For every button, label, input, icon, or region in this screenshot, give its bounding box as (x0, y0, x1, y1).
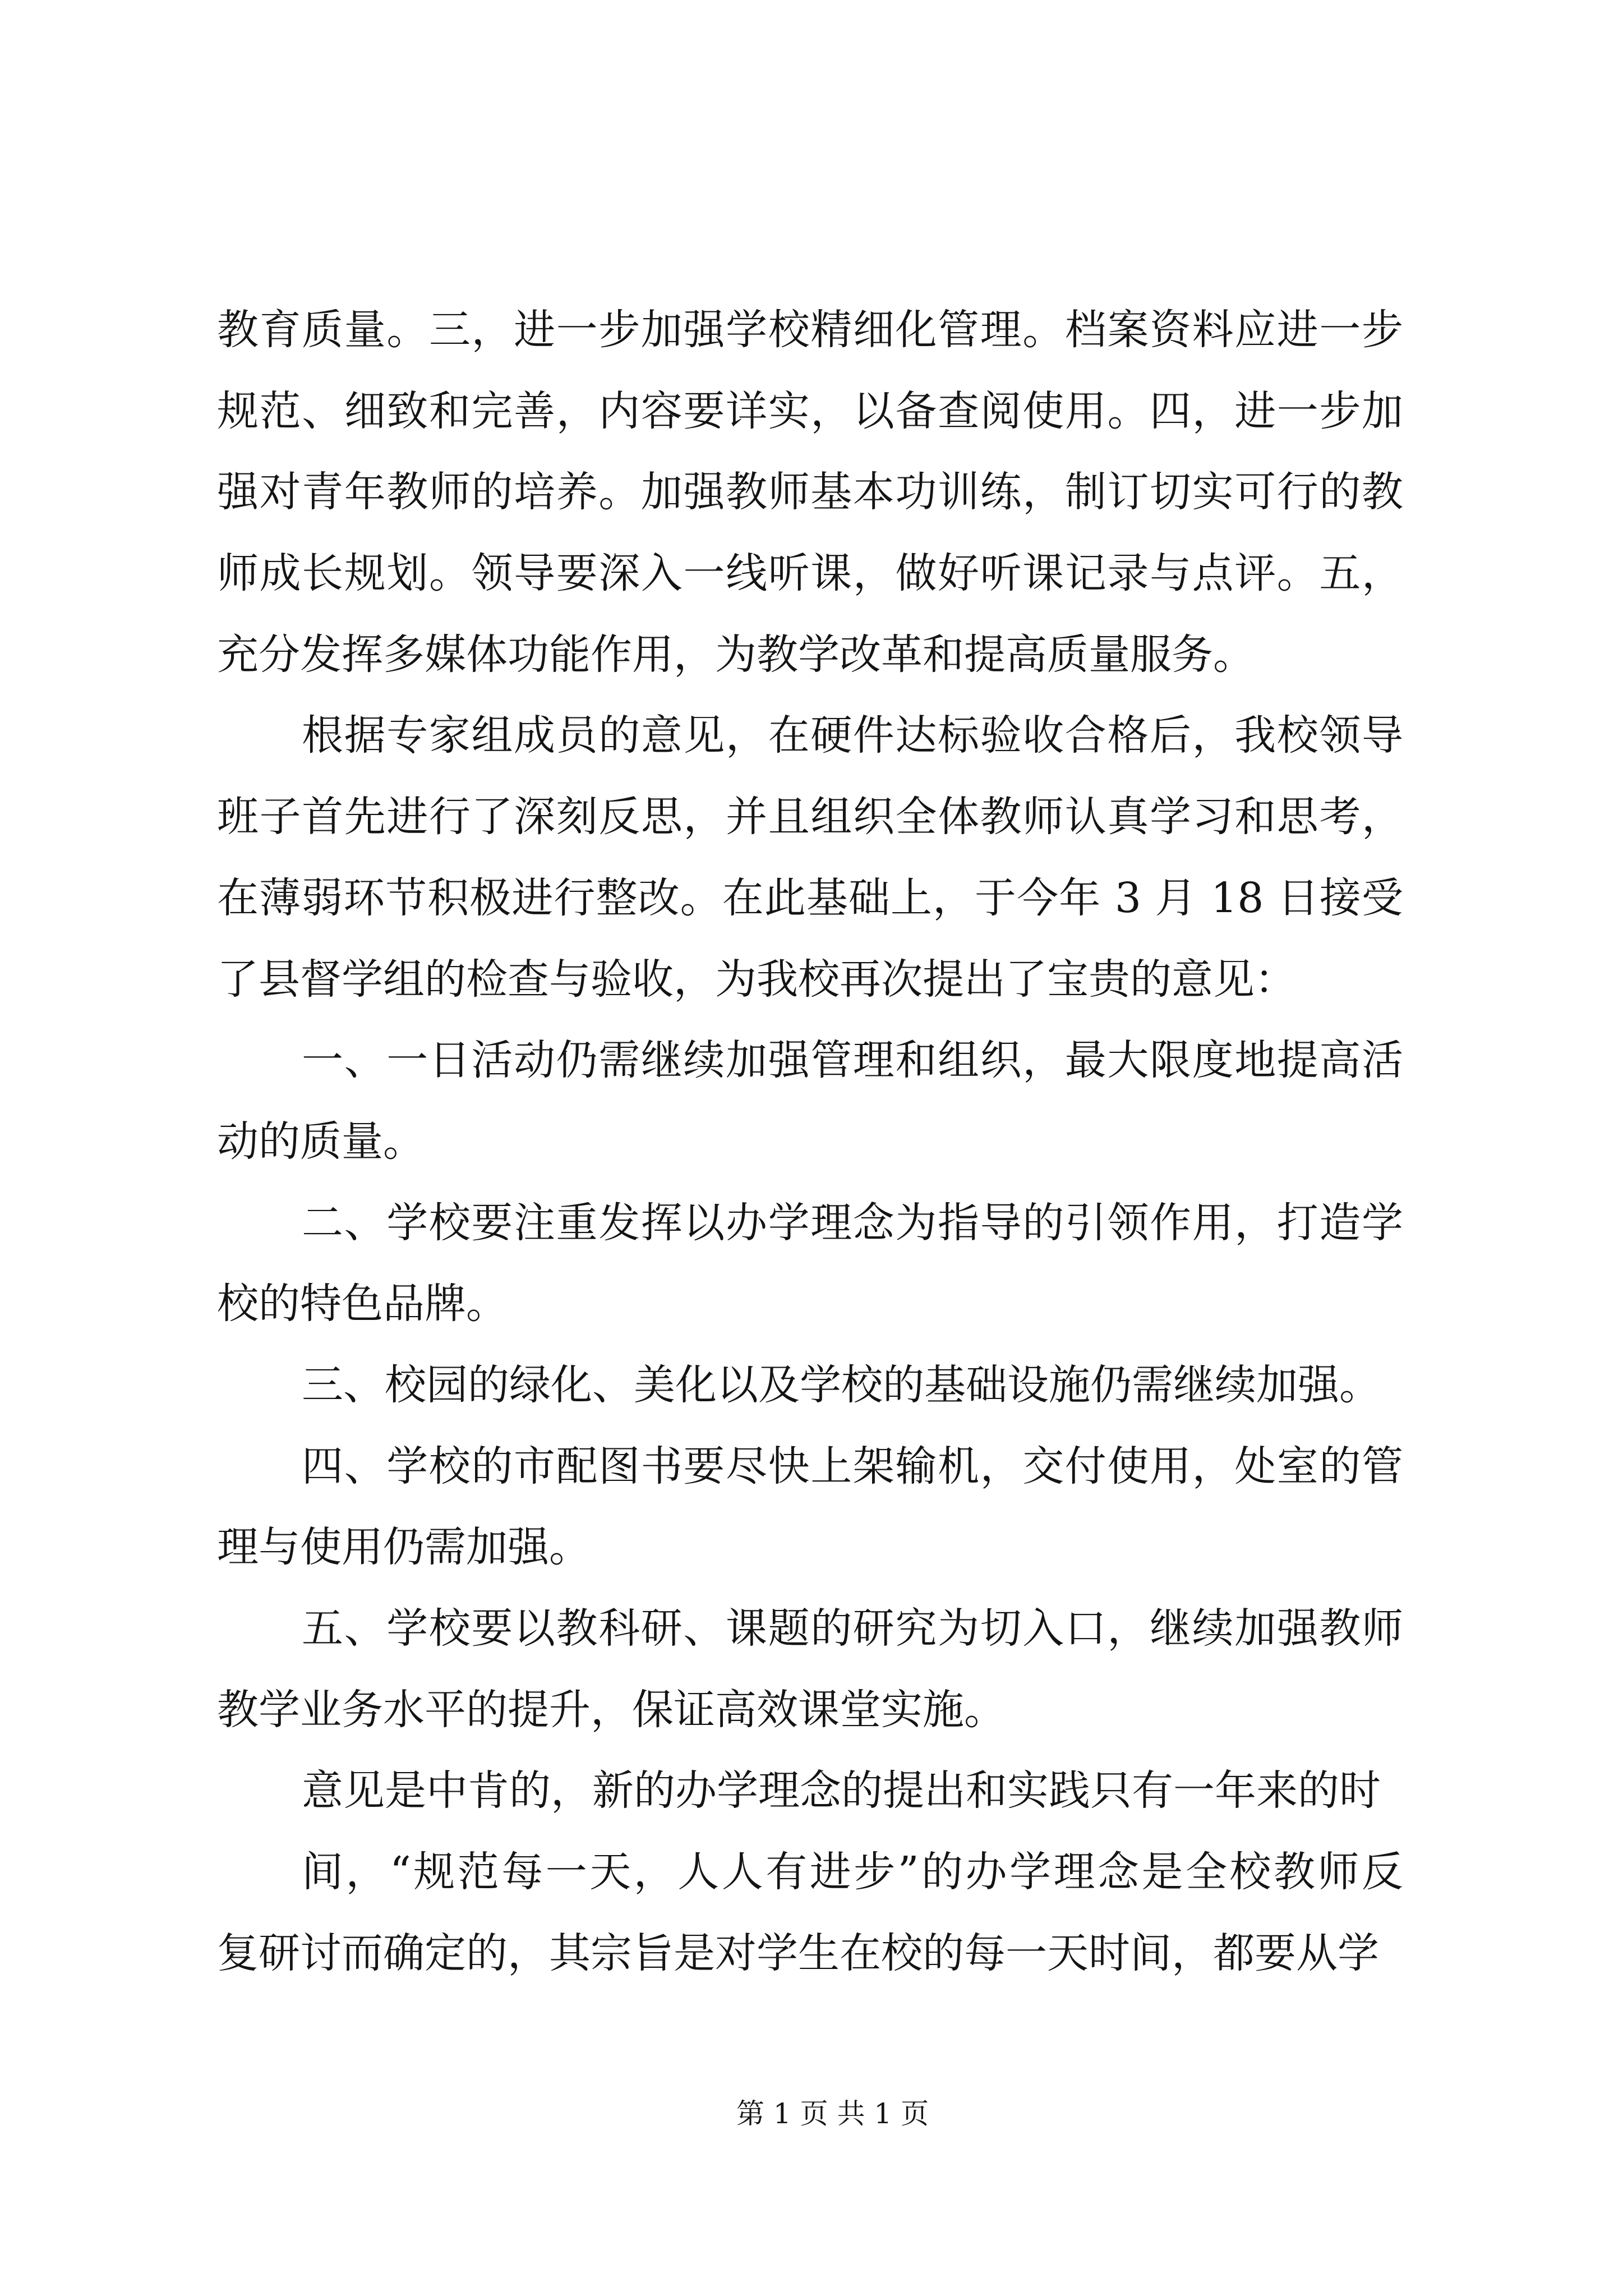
text-line: 五、学校要以教科研、课题的研究为切入口，继续加强教师 (302, 1604, 1403, 1653)
paragraph (217, 695, 1403, 1020)
paragraph (217, 1182, 1403, 1345)
text-line: 意见是中肯的，新的办学理念的提出和实践只有一年来的时 (302, 1766, 1381, 1815)
page-footer: 第 1 页 共 1 页 (736, 2097, 929, 2130)
text-line: 在薄弱环节积极进行整改。在此基础上，于今年 3 月 18 日接受 (217, 873, 1403, 922)
paragraph (217, 289, 1403, 695)
text-line: 充分发挥多媒体功能作用，为教学改革和提高质量服务。 (217, 630, 1255, 679)
body-text (217, 289, 1403, 1994)
text-line: 二、学校要注重发挥以办学理念为指导的引领作用，打造学 (302, 1198, 1403, 1247)
paragraph (217, 1345, 1403, 1426)
text-line: 校的特色品牌。 (217, 1280, 508, 1328)
text-line: 了县督学组的检查与验收，为我校再次提出了宝贵的意见： (217, 955, 1296, 1004)
paragraph (217, 1426, 1403, 1588)
text-line: 动的质量。 (217, 1117, 425, 1166)
text-line: 教学业务水平的提升，保证高效课堂实施。 (217, 1685, 1006, 1734)
text-line: 教育质量。三，进一步加强学校精细化管理。档案资料应进一步 (217, 306, 1403, 354)
text-line: 四、学校的市配图书要尽快上架输机，交付使用，处室的管 (302, 1442, 1403, 1490)
paragraph (217, 1750, 1403, 1832)
text-line: 规范、细致和完善，内容要详实，以备查阅使用。四，进一步加 (217, 386, 1403, 435)
text-line: 班子首先进行了深刻反思，并且组织全体教师认真学习和思考， (217, 793, 1403, 841)
paragraph (217, 1588, 1403, 1750)
text-line: 理与使用仍需加强。 (217, 1523, 591, 1572)
text-line: 一、一日活动仍需继续加强管理和组织，最大限度地提高活 (302, 1036, 1403, 1085)
text-line: 强对青年教师的培养。加强教师基本功训练，制订切实可行的教 (217, 468, 1403, 517)
paragraph (217, 1832, 1403, 1994)
text-line: 复研讨而确定的，其宗旨是对学生在校的每一天时间，都要从学 (217, 1929, 1379, 1977)
text-line: 三、校园的绿化、美化以及学校的基础设施仍需继续加强。 (302, 1360, 1381, 1409)
text-line: 根据专家组成员的意见，在硬件达标验收合格后，我校领导 (302, 711, 1403, 760)
paragraph (217, 1020, 1403, 1182)
text-line: 师成长规划。领导要深入一线听课，做好听课记录与点评。五， (217, 549, 1403, 598)
text-line: 间，“规范每一天，人人有进步”的办学理念是全校教师反 (302, 1848, 1403, 1897)
